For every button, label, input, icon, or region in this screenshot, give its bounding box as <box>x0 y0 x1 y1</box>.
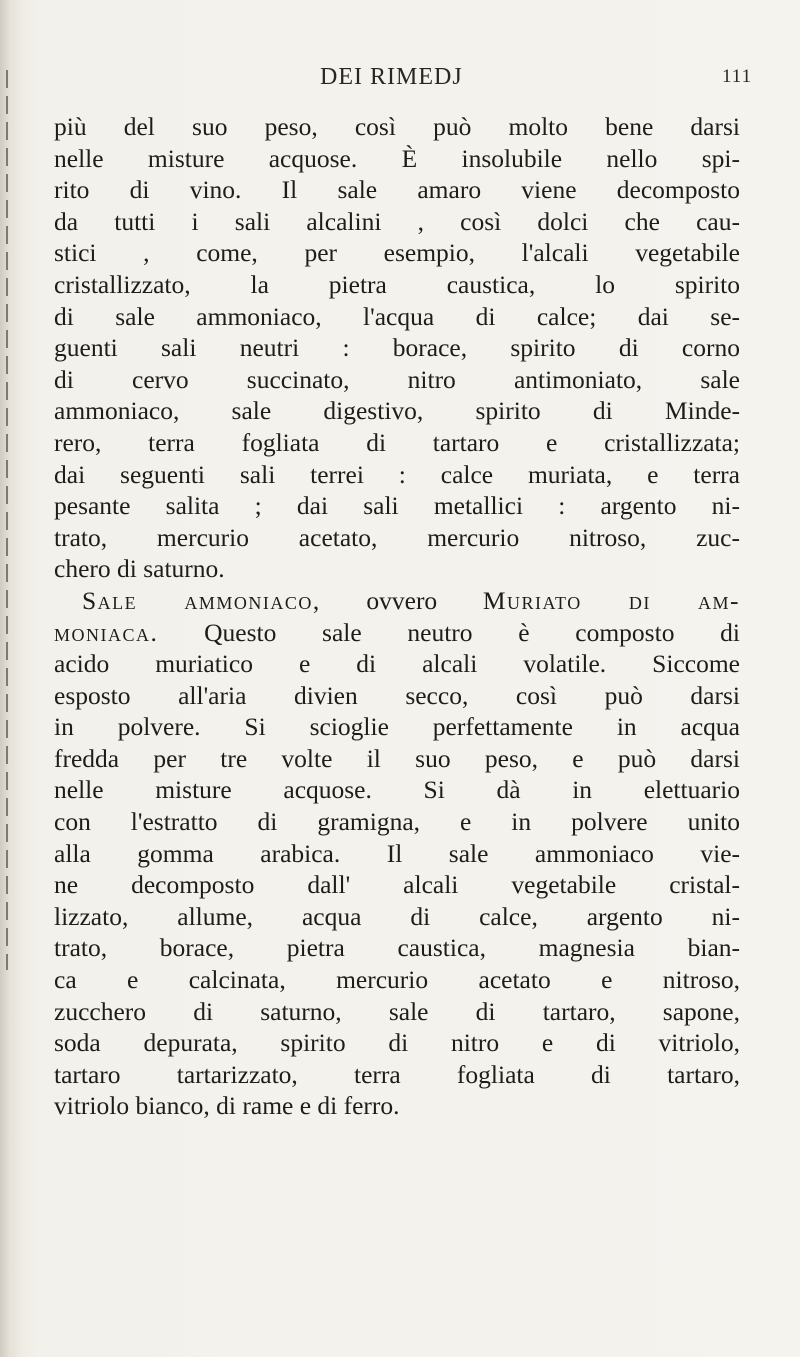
text-line: ca e calcinata, mercurio acetato e nitroso, <box>54 965 740 995</box>
text-line: nelle misture acquose. È insolubile nello spi- <box>54 143 740 173</box>
text-line: rero, terra fogliata di tartaro e cristallizzata; <box>54 427 740 457</box>
binding-edge <box>6 70 8 970</box>
text-line: trato, mercurio acetato, mercurio nitroso, zuc- <box>54 522 740 552</box>
section-heading-connector: ovvero <box>320 585 483 615</box>
text-line: fredda per tre volte il suo peso, e può darsi <box>54 743 740 773</box>
text-line: acido muriatico e di alcali volatile. Siccome <box>54 649 740 679</box>
text-line: più del suo peso, così può molto bene darsi <box>54 112 740 141</box>
text-line: con l'estratto di gramigna, e in polvere unito <box>54 807 740 837</box>
text-line: stici , come, per esempio, l'alcali vegetabile <box>54 238 740 268</box>
text-line: lizzato, allume, acqua di calce, argento ni- <box>54 901 740 931</box>
text-line: guenti sali neutri : borace, spirito di corno <box>54 333 740 363</box>
text-line: zucchero di saturno, sale di tartaro, sapone, <box>54 996 740 1026</box>
text-line: nelle misture acquose. Si dà in elettuario <box>54 775 740 805</box>
text-line: soda depurata, spirito di nitro e di vitriolo, <box>54 1028 740 1058</box>
section-heading-continuation <box>54 617 740 649</box>
section-first-line-rest: Questo sale neutro è composto di <box>158 617 740 647</box>
section-heading-secondary: Muriato di am- <box>482 585 740 615</box>
text-line: di sale ammoniaco, l'acqua di calce; dai se- <box>54 301 740 331</box>
text-line: in polvere. Si scioglie perfettamente in acqua <box>54 712 740 742</box>
text-line: di cervo succinato, nitro antimoniato, sale <box>54 364 740 394</box>
text-line: alla gomma arabica. Il sale ammoniaco vie- <box>54 838 740 868</box>
section-heading-line <box>54 585 740 617</box>
text-line: tartaro tartarizzato, terra fogliata di tartaro, <box>54 1059 740 1089</box>
text-line: esposto all'aria divien secco, così può darsi <box>54 680 740 710</box>
text-line: rito di vino. Il sale amaro viene decomposto <box>54 175 740 205</box>
section-heading-end: moniaca. <box>54 617 159 647</box>
text-line: da tutti i sali alcalini , così dolci che cau- <box>54 206 740 236</box>
text-line: ne decomposto dall' alcali vegetabile cristal- <box>54 870 740 900</box>
page-number: 111 <box>722 66 753 87</box>
section-heading-primary: Sale ammoniaco, <box>82 585 321 615</box>
text-line: vitriolo bianco, di rame e di ferro. <box>54 1091 400 1121</box>
running-head: DEI RIMEDJ <box>320 64 463 90</box>
text-line: dai seguenti sali terrei : calce muriata, e terra <box>54 459 740 489</box>
text-line: cristallizzato, la pietra caustica, lo spirito <box>54 269 740 299</box>
text-line: pesante salita ; dai sali metallici : argento ni- <box>54 491 740 521</box>
text-line: chero di saturno. <box>54 554 225 584</box>
text-line: trato, borace, pietra caustica, magnesia bian- <box>54 933 740 963</box>
body-text <box>54 111 740 1122</box>
text-line: ammoniaco, sale digestivo, spirito di Minde- <box>54 396 740 426</box>
page-header <box>0 64 800 96</box>
page-gutter-shadow <box>0 0 22 1357</box>
